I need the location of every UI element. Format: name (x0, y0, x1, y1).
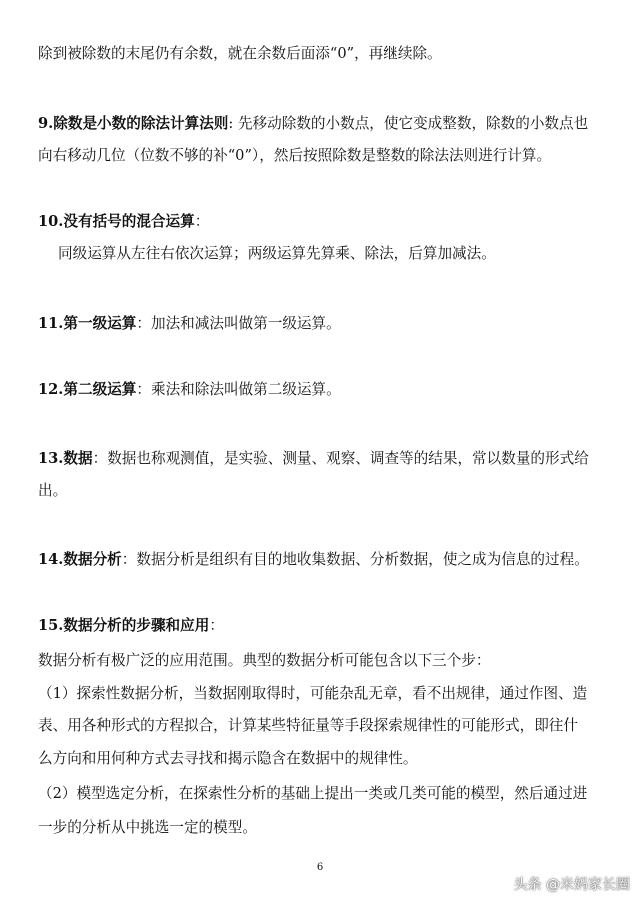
item-body: : 先移动除数的小数点，使它变成整数，除数的小数点也 (228, 115, 589, 132)
item-number: 10. (38, 213, 64, 230)
item-title: 数据分析 (63, 551, 122, 568)
item-number: 12. (38, 381, 64, 398)
watermark: 头条 @米妈家长圈 (513, 877, 630, 893)
page-number: 6 (316, 862, 324, 873)
item-title: 数据 (63, 450, 93, 467)
paragraph-11 (38, 314, 341, 334)
item-title: 第一级运算 (63, 315, 137, 332)
item-title: 除数是小数的除法计算法则 (53, 115, 229, 132)
item-number: 14. (38, 551, 64, 568)
paragraph-15-step-2-line-2: 一步的分析从中挑选一定的模型。 (38, 819, 257, 836)
item-colon: ： (194, 213, 210, 230)
item-number: 11. (38, 315, 64, 332)
paragraph-8-tail: 除到被除数的末尾仍有余数，就在余数后面添“0”，再继续除。 (38, 45, 442, 62)
paragraph-15-step-2-line-1: （2）模型选定分析，在探索性分析的基础上提出一类或几类可能的模型，然后通过进 (38, 785, 588, 802)
paragraph-15-step-1-line-3: 么方向和用何种方式去寻找和揭示隐含在数据中的规律性。 (38, 750, 418, 767)
item-title: 数据分析的步骤和应用 (63, 617, 210, 634)
item-number: 13. (38, 450, 64, 467)
item-number: 15. (38, 617, 64, 634)
paragraph-15-heading (38, 616, 224, 636)
item-body: ：乘法和除法叫做第二级运算。 (136, 381, 341, 398)
item-body: ：数据也称观测值，是实验、测量、观察、调查等的结果，常以数量的形式给 (92, 450, 589, 467)
paragraph-13-line-2: 出。 (38, 482, 68, 499)
item-title: 第二级运算 (63, 381, 137, 398)
paragraph-13-line-1 (38, 449, 589, 469)
paragraph-10-heading (38, 212, 209, 232)
paragraph-9-line-2: 向右移动几位（位数不够的补“0”），然后按照除数是整数的除法法则进行计算。 (38, 147, 552, 164)
item-number: 9. (38, 115, 54, 132)
item-title: 没有括号的混合运算 (63, 213, 195, 230)
item-body: ：加法和减法叫做第一级运算。 (136, 315, 341, 332)
paragraph-15-step-1-line-1: （1）探索性数据分析，当数据刚取得时，可能杂乱无章，看不出规律，通过作图、造 (38, 685, 588, 702)
item-colon: ： (209, 617, 224, 634)
paragraph-10-body: 同级运算从左往右依次运算；两级运算先算乘、除法，后算加减法。 (58, 245, 496, 262)
paragraph-14 (38, 550, 589, 570)
paragraph-12 (38, 380, 341, 400)
paragraph-15-intro: 数据分析有极广泛的应用范围。典型的数据分析可能包含以下三个步： (38, 652, 491, 669)
paragraph-15-step-1-line-2: 表、用各种形式的方程拟合，计算某些特征量等手段探索规律性的可能形式，即往什 (38, 717, 578, 734)
paragraph-9-line-1 (38, 114, 588, 134)
item-body: ：数据分析是组织有目的地收集数据、分析数据，使之成为信息的过程。 (121, 551, 589, 568)
